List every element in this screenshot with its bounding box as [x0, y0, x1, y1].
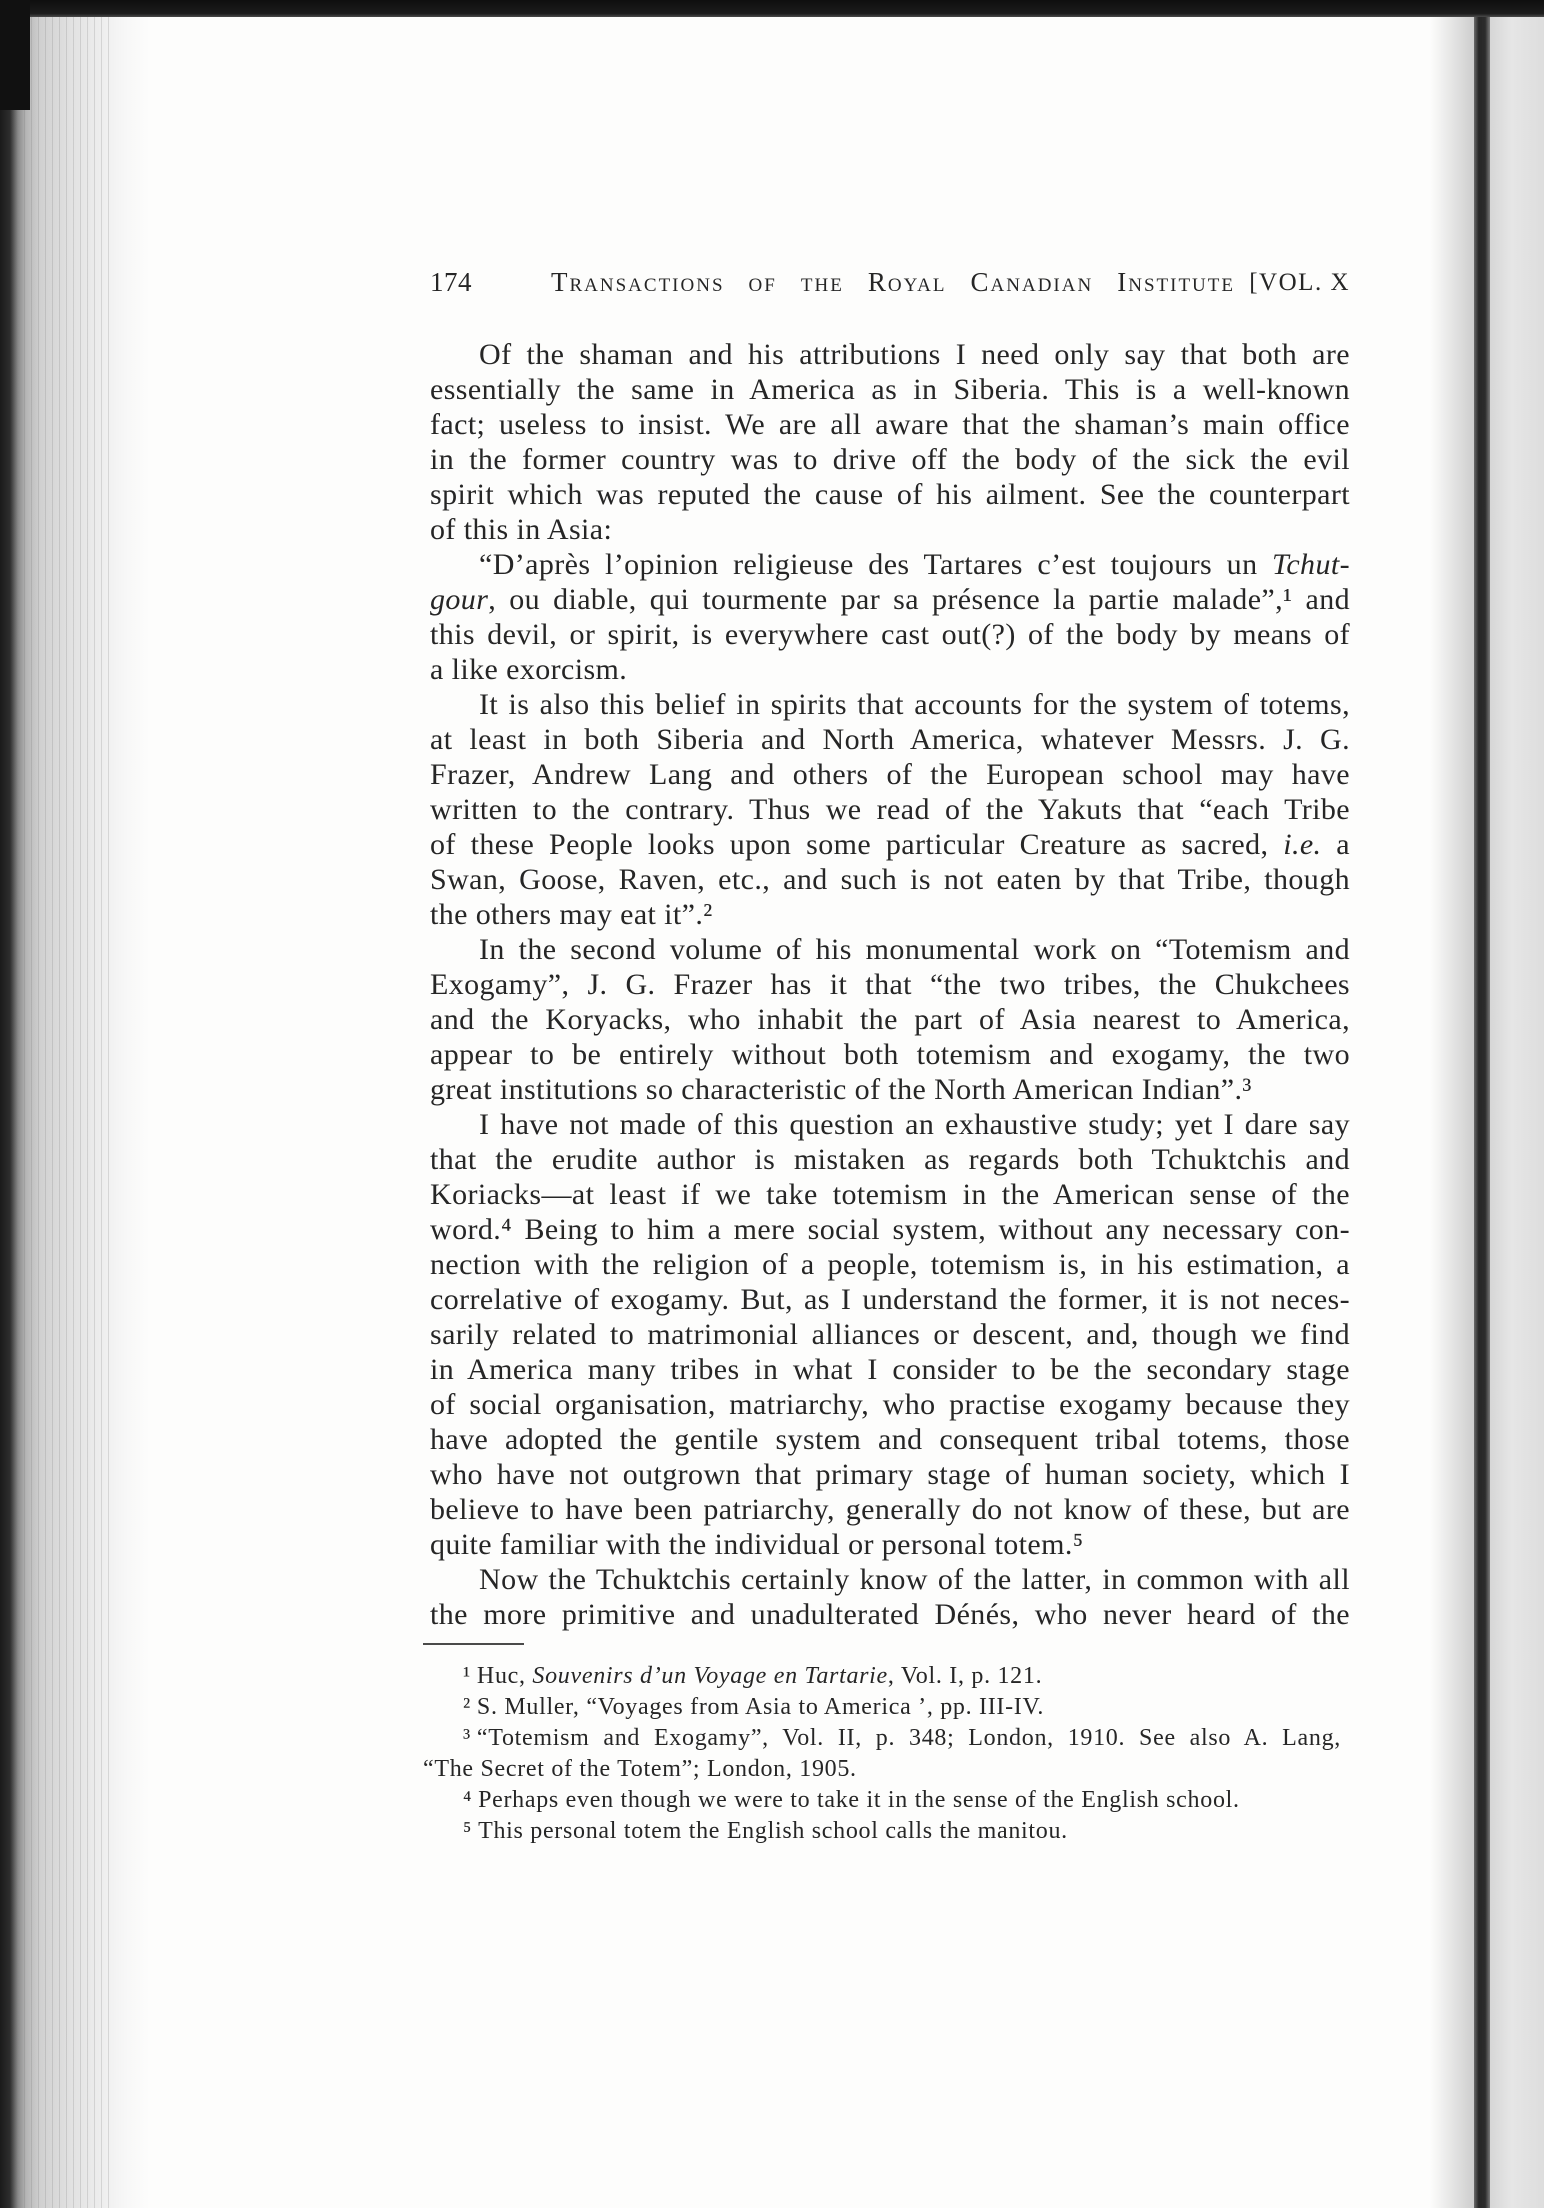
footnote-rule	[423, 1643, 524, 1645]
italic-text: gour	[430, 583, 489, 616]
text-line	[430, 757, 1350, 792]
footnote-marker: ¹	[463, 1663, 471, 1689]
text-line	[430, 1597, 1350, 1632]
text-line	[430, 582, 1350, 617]
paragraph	[430, 547, 1350, 687]
text-run: who have not outgrown that primary stage of human society, which I	[430, 1458, 1350, 1491]
text-line	[430, 792, 1350, 827]
text-run: of these People looks upon some particular Creature as sacred,	[430, 828, 1284, 861]
text-run: Exogamy”, J. G. Frazer has it that “the two tribes, the Chukchees	[430, 968, 1350, 1001]
text-run: in the former country was to drive off the body of the sick the evil	[430, 443, 1350, 476]
text-line	[430, 1422, 1350, 1457]
text-run: spirit which was reputed the cause of his ailment. See the counterpart	[430, 478, 1350, 511]
text-run: sarily related to matrimonial alliances or descent, and, though we find	[430, 1318, 1350, 1351]
text-line	[430, 1247, 1350, 1282]
text-line	[430, 372, 1350, 407]
text-line	[430, 337, 1350, 372]
text-run: of this in Asia:	[430, 513, 613, 546]
text-run: that the erudite author is mistaken as regards both Tchuktchis and	[430, 1143, 1350, 1176]
text-run: Swan, Goose, Raven, etc., and such is not eaten by that Tribe, though	[430, 863, 1350, 896]
text-run: “Totemism and Exogamy”, Vol. II, p. 348; London, 1910. See also A. Lang,	[476, 1725, 1341, 1751]
text-run: quite familiar with the individual or personal totem.⁵	[430, 1528, 1084, 1561]
text-run: Frazer, Andrew Lang and others of the European school may have	[430, 758, 1350, 791]
right-gutter-shadow	[1430, 0, 1476, 2208]
text-line	[430, 1002, 1350, 1037]
text-line	[430, 1072, 1350, 1107]
text-run: in America many tribes in what I consider to be the secondary stage	[430, 1353, 1350, 1386]
paragraph	[430, 1562, 1350, 1632]
text-run: nection with the religion of a people, totemism is, in his estimation, a	[430, 1248, 1350, 1281]
footnote-marker: ³	[463, 1725, 471, 1751]
footnote	[423, 1661, 1341, 1692]
text-line	[430, 967, 1350, 1002]
text-line	[430, 1457, 1350, 1492]
text-run: have adopted the gentile system and consequent tribal totems, those	[430, 1423, 1350, 1456]
text-run: the others may eat it”.²	[430, 898, 713, 931]
body-text	[430, 337, 1350, 1632]
text-run: , Vol. I, p. 121.	[887, 1663, 1043, 1689]
text-run: great institutions so characteristic of the North American Indian”.³	[430, 1073, 1252, 1106]
text-run: “D’après l’opinion religieuse des Tartares c’est toujours un	[479, 548, 1273, 581]
text-run: , ou diable, qui tourmente par sa présence la partie malade”,¹ and	[488, 583, 1350, 616]
text-line	[430, 1107, 1350, 1142]
text-run: I have not made of this question an exhaustive study; yet I dare say	[479, 1108, 1350, 1141]
running-title: Transactions of the Royal Canadian Institute	[551, 267, 1235, 297]
footnote-line	[423, 1816, 1341, 1847]
footnote-line	[423, 1754, 1341, 1785]
text-line	[430, 1387, 1350, 1422]
text-line	[430, 407, 1350, 442]
text-run: In the second volume of his monumental work on “Totemism and	[479, 933, 1350, 966]
text-line	[430, 1492, 1350, 1527]
text-line	[430, 442, 1350, 477]
text-run: appear to be entirely without both totemism and exogamy, the two	[430, 1038, 1350, 1071]
scanner-background-right	[1490, 0, 1544, 2208]
text-line	[430, 1177, 1350, 1212]
text-line	[430, 1317, 1350, 1352]
text-line	[430, 617, 1350, 652]
page-edges-texture	[24, 17, 110, 2208]
right-page-edge	[1474, 0, 1490, 2208]
text-line	[430, 1562, 1350, 1597]
text-run: “The Secret of the Totem”; London, 1905.	[423, 1756, 857, 1782]
text-run: This personal totem the English school calls the manitou.	[478, 1818, 1068, 1844]
text-line	[430, 1352, 1350, 1387]
footnote	[423, 1785, 1341, 1816]
footnote	[423, 1723, 1341, 1785]
footnote-marker: ²	[463, 1694, 471, 1720]
text-run: word.⁴ Being to him a mere social system, without any necessary con-	[430, 1213, 1350, 1246]
text-run: Koriacks—at least if we take totemism in the American sense of the	[430, 1178, 1350, 1211]
text-run: Of the shaman and his attributions I need only say that both are	[479, 338, 1350, 371]
footnote	[423, 1692, 1341, 1723]
footnote	[423, 1816, 1341, 1847]
footnotes	[423, 1661, 1341, 1847]
text-run: fact; useless to insist. We are all aware that the shaman’s main office	[430, 408, 1350, 441]
scanner-background-corner	[0, 0, 30, 110]
paragraph	[430, 932, 1350, 1107]
text-run: correlative of exogamy. But, as I understand the former, it is not neces-	[430, 1283, 1350, 1316]
text-run: believe to have been patriarchy, generally do not know of these, but are	[430, 1493, 1350, 1526]
text-run: this devil, or spirit, is everywhere cast out(?) of the body by means of	[430, 618, 1350, 651]
scanner-background-top	[0, 0, 1544, 17]
text-run: and the Koryacks, who inhabit the part of Asia nearest to America,	[430, 1003, 1350, 1036]
text-line	[430, 1527, 1350, 1562]
text-run: essentially the same in America as in Siberia. This is a well-known	[430, 373, 1350, 406]
text-run: of social organisation, matriarchy, who practise exogamy because they	[430, 1388, 1350, 1421]
text-run: It is also this belief in spirits that accounts for the system of totems,	[479, 688, 1350, 721]
text-line	[430, 547, 1350, 582]
footnote-line	[423, 1785, 1341, 1816]
text-run: Now the Tchuktchis certainly know of the latter, in common with all	[479, 1563, 1350, 1596]
text-line	[430, 512, 1350, 547]
text-run: a like exorcism.	[430, 653, 628, 686]
text-run: Huc,	[476, 1663, 533, 1689]
italic-text: Tchut-	[1272, 548, 1350, 581]
text-line	[430, 1037, 1350, 1072]
italic-text: i.e.	[1283, 828, 1322, 861]
italic-text: Souvenirs d’un Voyage en Tartarie	[532, 1663, 888, 1689]
text-line	[430, 1142, 1350, 1177]
footnote-line	[423, 1723, 1341, 1754]
text-line	[430, 862, 1350, 897]
running-header	[0, 265, 1544, 300]
text-line	[430, 827, 1350, 862]
text-run: the more primitive and unadulterated Dénés, who never heard of the	[430, 1598, 1350, 1631]
text-line	[430, 652, 1350, 687]
paragraph	[430, 337, 1350, 547]
text-line	[430, 477, 1350, 512]
footnote-marker: ⁴	[463, 1787, 473, 1813]
footnote-line	[423, 1692, 1341, 1723]
text-line	[430, 897, 1350, 932]
paragraph	[430, 687, 1350, 932]
text-line	[430, 1282, 1350, 1317]
text-run: a	[1321, 828, 1350, 861]
text-line	[430, 722, 1350, 757]
text-run: Perhaps even though we were to take it in the sense of the English school.	[478, 1787, 1240, 1813]
text-run: at least in both Siberia and North America, whatever Messrs. J. G.	[430, 723, 1350, 756]
text-line	[430, 932, 1350, 967]
text-line	[430, 687, 1350, 722]
text-run: S. Muller, “Voyages from Asia to America ’, pp. III-IV.	[476, 1694, 1045, 1720]
text-run: written to the contrary. Thus we read of the Yakuts that “each Tribe	[430, 793, 1350, 826]
footnote-line	[423, 1661, 1341, 1692]
volume-label: [VOL. X	[1249, 269, 1350, 296]
footnote-marker: ⁵	[463, 1818, 473, 1844]
page-number: 174	[430, 267, 472, 297]
paragraph	[430, 1107, 1350, 1562]
text-line	[430, 1212, 1350, 1247]
